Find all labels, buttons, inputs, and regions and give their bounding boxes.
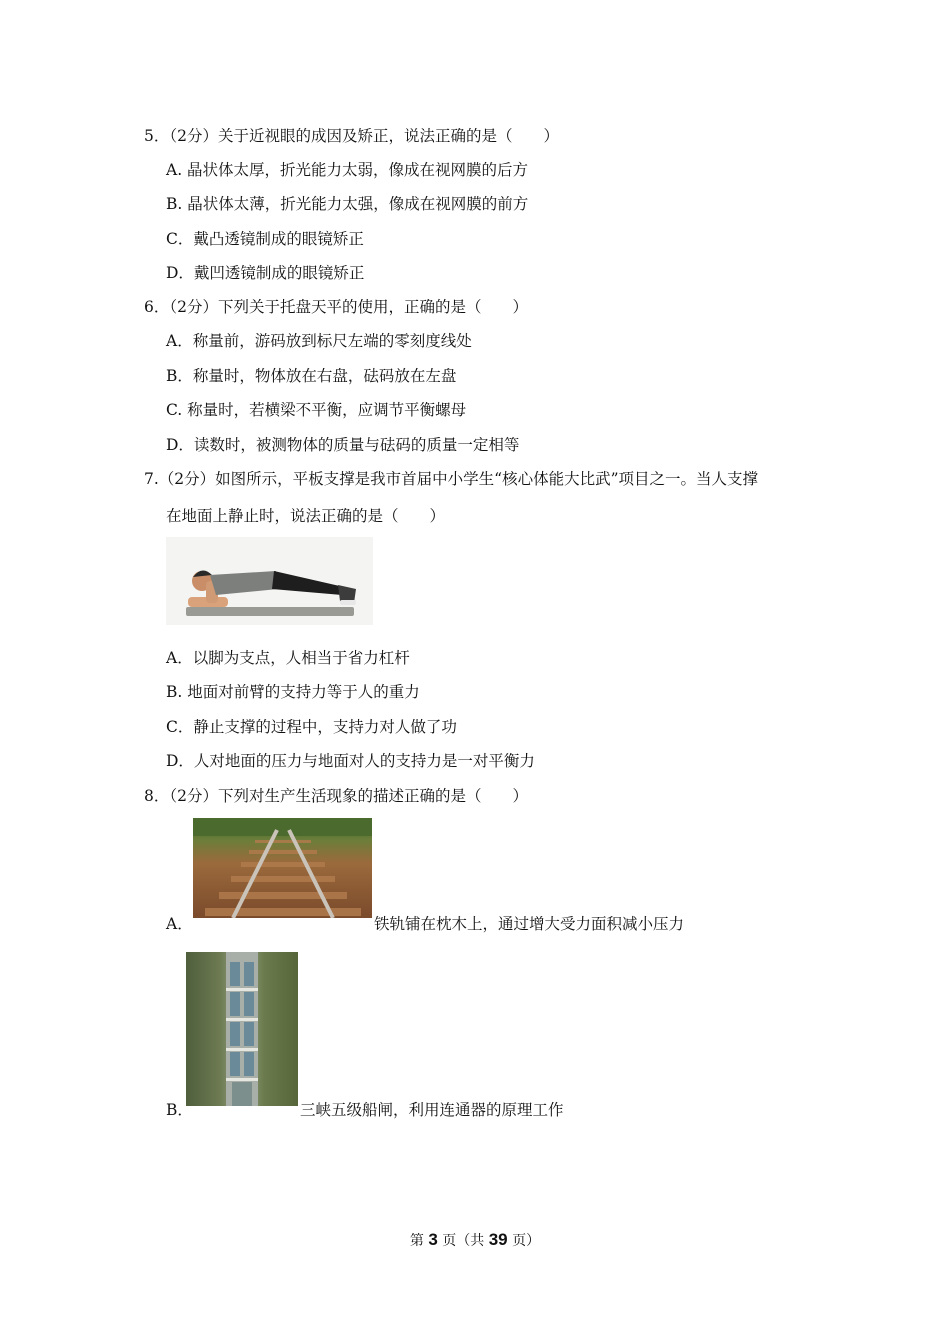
q5-option-d: D．戴凹透镜制成的眼镜矫正 — [166, 264, 365, 282]
q6-option-c: C. 称量时，若横梁不平衡，应调节平衡螺母 — [166, 401, 467, 419]
question-7-stem-continued: 在地面上静止时，说法正确的是（ ） — [166, 507, 446, 525]
footer-middle: 页（共 — [442, 1233, 485, 1249]
q8-option-a-text: 铁轨铺在枕木上，通过增大受力面积减小压力 — [374, 915, 685, 933]
q6-option-d: D．读数时，被测物体的质量与砝码的质量一定相等 — [166, 436, 520, 454]
question-7-stem: 7.（2分）如图所示，平板支撑是我市首届中小学生“核心体能大比武”项目之一。当人支撑 — [144, 470, 759, 488]
page-footer — [0, 1230, 950, 1250]
q7-option-a: A．以脚为支点，人相当于省力杠杆 — [166, 649, 410, 667]
q8-option-b-letter: B． — [166, 1101, 193, 1119]
q5-option-a: A. 晶状体太厚，折光能力太弱，像成在视网膜的后方 — [166, 161, 529, 179]
q7-option-b: B. 地面对前臂的支持力等于人的重力 — [166, 683, 420, 701]
q5-option-c: C．戴凸透镜制成的眼镜矫正 — [166, 230, 364, 248]
three-gorges-ship-lock-image — [186, 952, 298, 1106]
page-number: 3 — [428, 1230, 438, 1249]
q8-option-b-text: 三峡五级船闸，利用连通器的原理工作 — [300, 1101, 564, 1119]
q7-option-d: D．人对地面的压力与地面对人的支持力是一对平衡力 — [166, 752, 535, 770]
railway-sleepers-image — [193, 818, 372, 918]
plank-exercise-image — [166, 537, 373, 625]
question-8-stem: 8．（2分）下列对生产生活现象的描述正确的是（ ） — [144, 787, 528, 805]
q6-option-a: A．称量前，游码放到标尺左端的零刻度线处 — [166, 332, 472, 350]
footer-prefix: 第 — [409, 1233, 424, 1249]
question-6-stem: 6．（2分）下列关于托盘天平的使用，正确的是（ ） — [144, 298, 528, 316]
q7-option-c: C．静止支撑的过程中，支持力对人做了功 — [166, 718, 457, 736]
q8-option-a-letter: A． — [166, 915, 193, 933]
page-total: 39 — [488, 1230, 508, 1249]
q5-option-b: B. 晶状体太薄，折光能力太强，像成在视网膜的前方 — [166, 195, 529, 213]
q6-option-b: B．称量时，物体放在右盘，砝码放在左盘 — [166, 367, 457, 385]
question-5-stem: 5．（2分）关于近视眼的成因及矫正，说法正确的是（ ） — [144, 127, 559, 145]
footer-suffix: 页） — [512, 1233, 541, 1249]
